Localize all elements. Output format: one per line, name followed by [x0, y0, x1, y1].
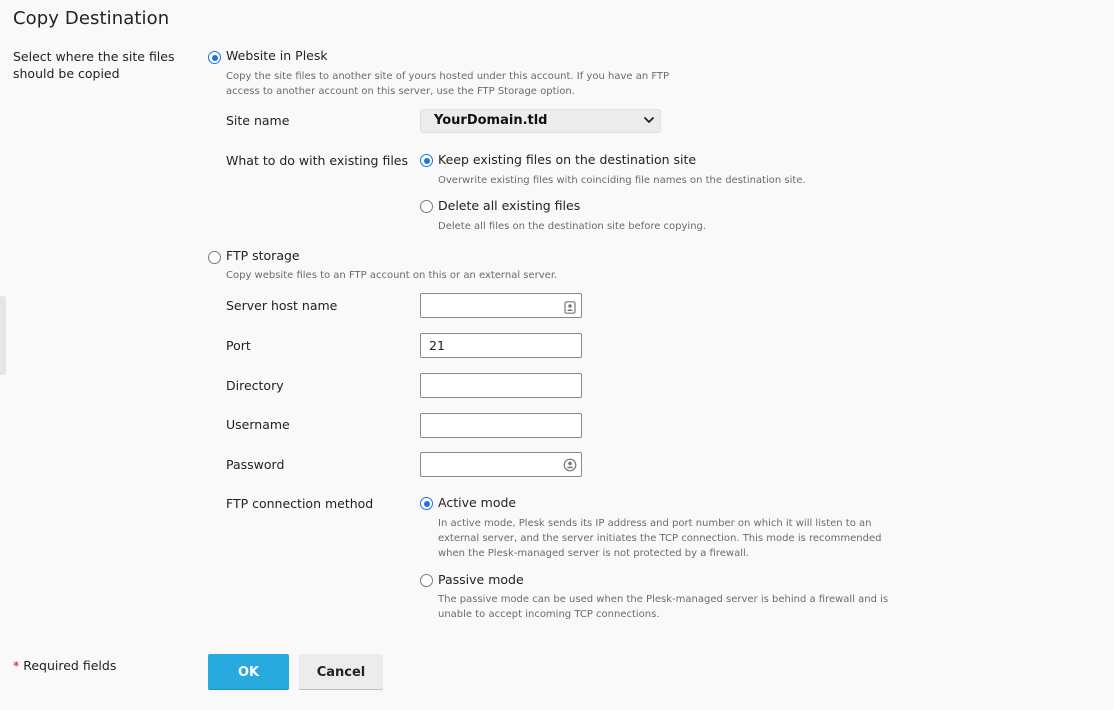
site-name-value: YourDomain.tld [434, 113, 548, 128]
username-label: Username [226, 417, 290, 432]
section-label: Select where the site files should be copied [13, 49, 175, 81]
cancel-button[interactable]: Cancel [299, 654, 383, 689]
connection-method-label: FTP connection method [226, 496, 374, 511]
port-label: Port [226, 338, 251, 353]
ok-button[interactable]: OK [208, 654, 289, 689]
site-name-select[interactable] [420, 109, 661, 133]
server-host-label: Server host name [226, 298, 338, 313]
required-star: * [13, 658, 20, 673]
existing-files-label: What to do with existing files [226, 153, 408, 168]
chevron-down-icon [644, 110, 654, 140]
active-mode-label[interactable]: Active mode [438, 495, 517, 510]
passive-mode-hint: The passive mode can be used when the Plesk-managed server is behind a firewall and is unable to accept incoming TCP connections. [438, 594, 889, 620]
website-in-plesk-radio[interactable] [208, 51, 221, 64]
active-mode-hint: In active mode, Plesk sends its IP address and port number on which it will listen to an external server, and the server initiates the TCP connection. This mode is recommended when the Plesk-managed server is not protected by a firewall. [438, 518, 882, 559]
password-label: Password [226, 457, 285, 472]
delete-files-radio[interactable] [420, 200, 433, 213]
port-input[interactable] [420, 333, 582, 358]
username-input[interactable] [420, 413, 582, 438]
ftp-storage-label[interactable]: FTP storage [226, 248, 300, 263]
keep-files-label[interactable]: Keep existing files on the destination site [438, 152, 697, 167]
page-title: Copy Destination [13, 8, 170, 29]
directory-input[interactable] [420, 373, 582, 398]
website-in-plesk-hint: Copy the site files to another site of yours hosted under this account. If you have an FTP access to another account on this server, use the FTP Storage option. [226, 71, 670, 97]
passive-mode-label[interactable]: Passive mode [438, 572, 524, 587]
site-name-label: Site name [226, 113, 290, 128]
delete-files-hint: Delete all files on the destination site before copying. [438, 221, 707, 232]
contact-card-icon[interactable] [564, 299, 576, 318]
website-in-plesk-label[interactable]: Website in Plesk [226, 48, 328, 63]
password-reveal-icon[interactable] [563, 457, 577, 476]
keep-files-hint: Overwrite existing files with coinciding file names on the destination site. [438, 175, 806, 186]
ftp-storage-radio[interactable] [208, 251, 221, 264]
passive-mode-radio[interactable] [420, 574, 433, 587]
keep-files-radio[interactable] [420, 154, 433, 167]
ftp-storage-hint: Copy website files to an FTP account on this or an external server. [226, 270, 558, 281]
side-panel-handle[interactable] [0, 296, 6, 375]
delete-files-label[interactable]: Delete all existing files [438, 198, 581, 213]
active-mode-radio[interactable] [420, 497, 433, 510]
server-host-input[interactable] [420, 293, 582, 318]
directory-label: Directory [226, 378, 284, 393]
required-fields-text: Required fields [23, 658, 117, 673]
required-fields-note [13, 658, 116, 673]
password-input[interactable] [420, 452, 582, 477]
